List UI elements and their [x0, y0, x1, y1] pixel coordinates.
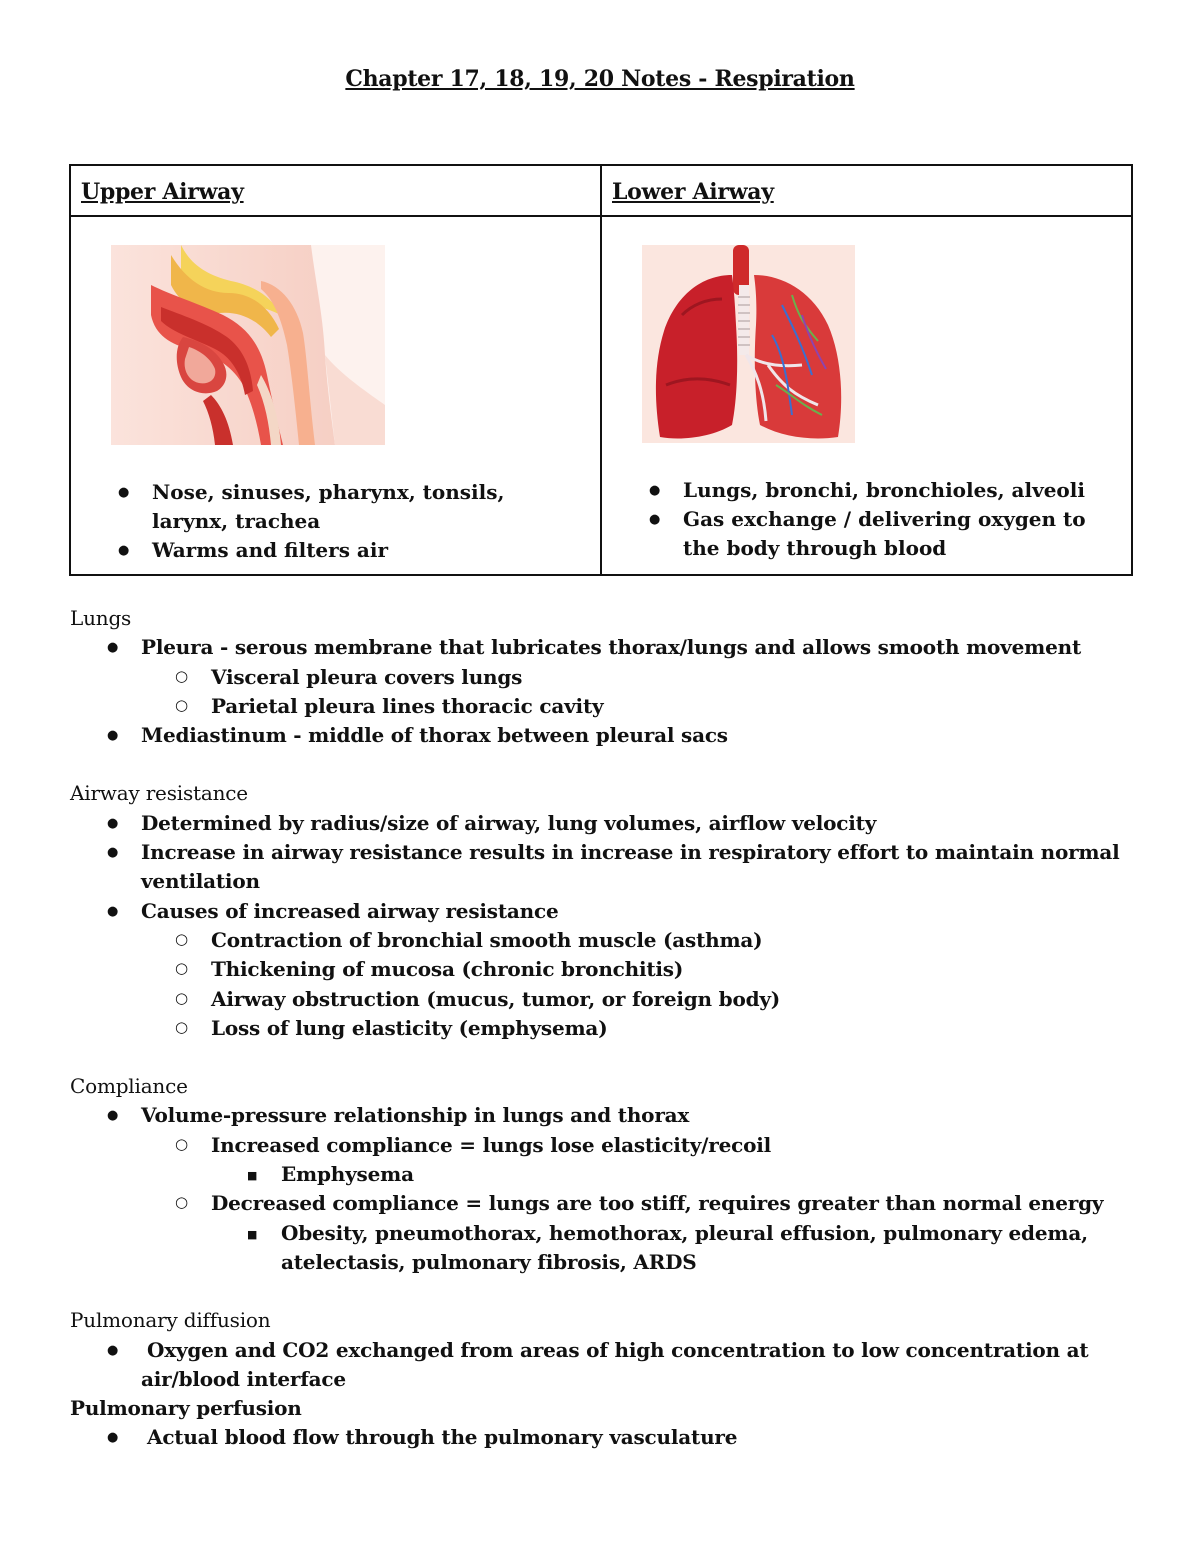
airway-table — [69, 164, 1133, 576]
lungs-list — [70, 633, 1150, 750]
list-item: ● Determined by radius/size of airway, lung volumes, airflow velocity — [141, 809, 1150, 838]
list-item: ○ Decreased compliance = lungs are too stiff, requires greater than normal energy ■ Obesity, pneumothorax, hemothorax, pleural effusion, pulmonary edema, atelectasis, pulmonary fibrosis, ARDS — [211, 1189, 1150, 1277]
upper-airway-header-cell — [70, 165, 601, 216]
section-heading-airway-resistance: Airway resistance — [70, 781, 248, 806]
diffusion-list — [70, 1336, 1150, 1395]
list-item: ■ Emphysema — [281, 1160, 1150, 1189]
list-item: ○ Airway obstruction (mucus, tumor, or foreign body) — [211, 985, 1150, 1014]
section-heading-pulmonary-diffusion: Pulmonary diffusion — [70, 1308, 271, 1333]
section-heading-compliance: Compliance — [70, 1074, 188, 1099]
lower-airway-list — [602, 476, 1117, 563]
page-title: Chapter 17, 18, 19, 20 Notes - Respiration — [345, 66, 855, 92]
list-item: ○ Loss of lung elasticity (emphysema) — [211, 1014, 1150, 1043]
head-airway-illustration — [111, 245, 385, 445]
upper-airway-header: Upper Airway — [81, 179, 244, 205]
compliance-sublist — [141, 1131, 1150, 1277]
list-item: ● Actual blood flow through the pulmonary vasculature — [141, 1423, 1150, 1452]
list-item: ● Increase in airway resistance results in increase in respiratory effort to maintain normal ventilation — [141, 838, 1150, 897]
list-item: ● Mediastinum - middle of thorax between pleural sacs — [141, 721, 1150, 750]
section-heading-lungs: Lungs — [70, 606, 132, 630]
notes-body — [70, 604, 1150, 1453]
decreased-sublist — [211, 1219, 1150, 1278]
list-item: ● Oxygen and CO2 exchanged from areas of high concentration to low concentration at air/blood interface — [141, 1336, 1150, 1395]
causes-sublist — [141, 926, 1150, 1043]
list-item: ● Volume-pressure relationship in lungs and thorax ○ Increased compliance = lungs lose elasticity/recoil ■ Emphysema ○ Decreased compliance = lungs are too stiff, requires greater than normal energy ■ Obesity, pneumothorax, hemothorax, pleural effusion, pulmonary edema, atelectasis, pulmonary fibrosis, ARDS — [141, 1101, 1150, 1277]
list-item: ● Lungs, bronchi, bronchioles, alveoli — [683, 476, 1117, 505]
list-item: ○ Visceral pleura covers lungs — [211, 663, 1150, 692]
list-item: ● Pleura - serous membrane that lubricates thorax/lungs and allows smooth movement ○ Visceral pleura covers lungs ○ Parietal pleura lines thoracic cavity — [141, 633, 1150, 721]
airway-resistance-list — [70, 809, 1150, 1043]
list-item: ● Nose, sinuses, pharynx, tonsils, larynx, trachea — [152, 478, 586, 536]
list-item: ● Causes of increased airway resistance ○ Contraction of bronchial smooth muscle (asthma) ○ Thickening of mucosa (chronic bronchitis) ○ Airway obstruction (mucus, tumor, or foreign body) ○ Loss of lung elasticity (emphysema) — [141, 897, 1150, 1043]
list-item: ● Gas exchange / delivering oxygen to the body through blood — [683, 505, 1117, 563]
list-item: ■ Obesity, pneumothorax, hemothorax, pleural effusion, pulmonary edema, atelectasis, pulmonary fibrosis, ARDS — [281, 1219, 1150, 1278]
list-item: ○ Increased compliance = lungs lose elasticity/recoil ■ Emphysema — [211, 1131, 1150, 1190]
perfusion-list — [70, 1423, 1150, 1452]
lower-airway-cell — [601, 216, 1132, 575]
lungs-illustration — [642, 245, 855, 443]
compliance-list — [70, 1101, 1150, 1277]
list-item: ● Warms and filters air — [152, 536, 586, 565]
section-heading-pulmonary-perfusion: Pulmonary perfusion — [70, 1396, 302, 1421]
lower-airway-header-cell — [601, 165, 1132, 216]
increased-sublist — [211, 1160, 1150, 1189]
list-item: ○ Parietal pleura lines thoracic cavity — [211, 692, 1150, 721]
list-item: ○ Thickening of mucosa (chronic bronchitis) — [211, 955, 1150, 984]
upper-airway-list — [71, 478, 586, 565]
pleura-sublist — [141, 663, 1150, 722]
lower-airway-header: Lower Airway — [612, 179, 774, 205]
upper-airway-cell — [70, 216, 601, 575]
list-item: ○ Contraction of bronchial smooth muscle (asthma) — [211, 926, 1150, 955]
